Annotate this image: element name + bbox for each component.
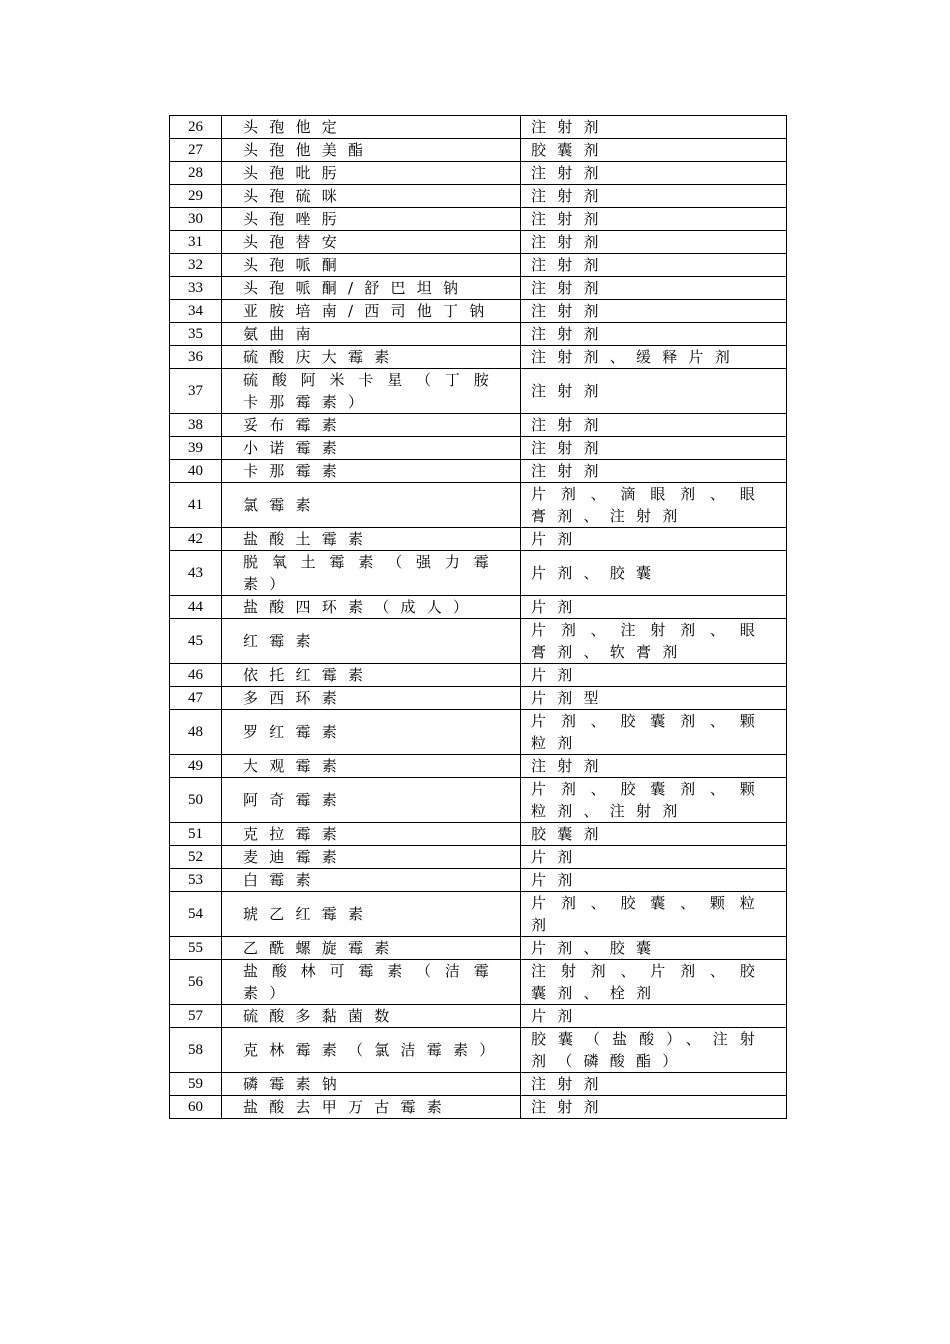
drug-name-cell: 硫酸庆大霉素: [222, 346, 521, 369]
drug-name-cell: 脱氧土霉素（强力霉素）: [222, 551, 521, 596]
row-number-cell: 35: [170, 323, 222, 346]
table-row: [170, 528, 787, 551]
drug-name-cell: 盐酸四环素（成人）: [222, 596, 521, 619]
table-row: [170, 823, 787, 846]
drug-name-cell: 妥布霉素: [222, 414, 521, 437]
table-row: [170, 960, 787, 1005]
row-number-cell: 50: [170, 778, 222, 823]
table-row: [170, 208, 787, 231]
row-number-cell: 56: [170, 960, 222, 1005]
row-number-cell: 59: [170, 1073, 222, 1096]
drug-list-page: [169, 115, 786, 1119]
row-number-cell: 47: [170, 687, 222, 710]
table-row: [170, 687, 787, 710]
drug-name-cell: 麦迪霉素: [222, 846, 521, 869]
dosage-form-cell: 片剂、胶囊、颗粒剂: [521, 892, 787, 937]
row-number-cell: 41: [170, 483, 222, 528]
table-row: [170, 300, 787, 323]
drug-name-cell: 阿奇霉素: [222, 778, 521, 823]
table-row: [170, 869, 787, 892]
table-row: [170, 483, 787, 528]
table-row: [170, 937, 787, 960]
dosage-form-cell: 片剂、滴眼剂、眼膏剂、注射剂: [521, 483, 787, 528]
dosage-form-cell: 注射剂: [521, 1096, 787, 1119]
drug-name-cell: 头孢哌酮/舒巴坦钠: [222, 277, 521, 300]
dosage-form-cell: 注射剂: [521, 755, 787, 778]
table-row: [170, 369, 787, 414]
row-number-cell: 57: [170, 1005, 222, 1028]
row-number-cell: 26: [170, 116, 222, 139]
dosage-form-cell: 注射剂: [521, 116, 787, 139]
drug-name-cell: 硫酸多黏菌数: [222, 1005, 521, 1028]
dosage-form-cell: 注射剂、缓释片剂: [521, 346, 787, 369]
dosage-form-cell: 注射剂: [521, 277, 787, 300]
dosage-form-cell: 片剂: [521, 528, 787, 551]
row-number-cell: 48: [170, 710, 222, 755]
dosage-form-cell: 注射剂: [521, 231, 787, 254]
drug-name-cell: 克拉霉素: [222, 823, 521, 846]
dosage-form-cell: 注射剂: [521, 208, 787, 231]
dosage-form-cell: 注射剂: [521, 460, 787, 483]
dosage-form-cell: 注射剂: [521, 437, 787, 460]
drug-name-cell: 硫酸阿米卡星（丁胺卡那霉素）: [222, 369, 521, 414]
row-number-cell: 32: [170, 254, 222, 277]
table-row: [170, 892, 787, 937]
row-number-cell: 37: [170, 369, 222, 414]
table-row: [170, 1028, 787, 1073]
row-number-cell: 51: [170, 823, 222, 846]
dosage-form-cell: 片剂、胶囊: [521, 937, 787, 960]
row-number-cell: 33: [170, 277, 222, 300]
dosage-form-cell: 注射剂: [521, 162, 787, 185]
drug-name-cell: 磷霉素钠: [222, 1073, 521, 1096]
row-number-cell: 28: [170, 162, 222, 185]
dosage-form-cell: 片剂: [521, 664, 787, 687]
drug-name-cell: 多西环素: [222, 687, 521, 710]
dosage-form-cell: 注射剂、片剂、胶囊剂、栓剂: [521, 960, 787, 1005]
drug-name-cell: 头孢硫咪: [222, 185, 521, 208]
drug-name-cell: 头孢吡肟: [222, 162, 521, 185]
dosage-form-cell: 片剂、胶囊剂、颗粒剂: [521, 710, 787, 755]
dosage-form-cell: 胶囊（盐酸）、注射剂（磷酸酯）: [521, 1028, 787, 1073]
dosage-form-cell: 胶囊剂: [521, 823, 787, 846]
drug-name-cell: 头孢哌酮: [222, 254, 521, 277]
table-row: [170, 414, 787, 437]
dosage-form-cell: 注射剂: [521, 323, 787, 346]
table-row: [170, 619, 787, 664]
table-row: [170, 231, 787, 254]
table-row: [170, 162, 787, 185]
row-number-cell: 34: [170, 300, 222, 323]
row-number-cell: 29: [170, 185, 222, 208]
table-row: [170, 1005, 787, 1028]
drug-table-body: [170, 116, 787, 1119]
drug-name-cell: 乙酰螺旋霉素: [222, 937, 521, 960]
dosage-form-cell: 注射剂: [521, 254, 787, 277]
drug-name-cell: 氨曲南: [222, 323, 521, 346]
drug-table: [169, 115, 787, 1119]
row-number-cell: 52: [170, 846, 222, 869]
drug-name-cell: 琥乙红霉素: [222, 892, 521, 937]
drug-name-cell: 克林霉素（氯洁霉素）: [222, 1028, 521, 1073]
table-row: [170, 139, 787, 162]
drug-name-cell: 红霉素: [222, 619, 521, 664]
row-number-cell: 43: [170, 551, 222, 596]
row-number-cell: 49: [170, 755, 222, 778]
dosage-form-cell: 片剂: [521, 596, 787, 619]
table-row: [170, 460, 787, 483]
table-row: [170, 277, 787, 300]
dosage-form-cell: 片剂: [521, 869, 787, 892]
row-number-cell: 46: [170, 664, 222, 687]
drug-name-cell: 罗红霉素: [222, 710, 521, 755]
drug-name-cell: 盐酸去甲万古霉素: [222, 1096, 521, 1119]
table-row: [170, 1096, 787, 1119]
table-row: [170, 596, 787, 619]
table-row: [170, 1073, 787, 1096]
table-row: [170, 346, 787, 369]
drug-name-cell: 头孢唑肟: [222, 208, 521, 231]
dosage-form-cell: 片剂、注射剂、眼膏剂、软膏剂: [521, 619, 787, 664]
drug-name-cell: 头孢替安: [222, 231, 521, 254]
row-number-cell: 58: [170, 1028, 222, 1073]
drug-name-cell: 大观霉素: [222, 755, 521, 778]
dosage-form-cell: 片剂: [521, 846, 787, 869]
dosage-form-cell: 注射剂: [521, 369, 787, 414]
drug-name-cell: 氯霉素: [222, 483, 521, 528]
drug-name-cell: 盐酸林可霉素（洁霉素）: [222, 960, 521, 1005]
row-number-cell: 54: [170, 892, 222, 937]
table-row: [170, 323, 787, 346]
table-row: [170, 185, 787, 208]
row-number-cell: 40: [170, 460, 222, 483]
dosage-form-cell: 片剂: [521, 1005, 787, 1028]
table-row: [170, 846, 787, 869]
row-number-cell: 30: [170, 208, 222, 231]
dosage-form-cell: 片剂、胶囊: [521, 551, 787, 596]
dosage-form-cell: 片剂、胶囊剂、颗粒剂、注射剂: [521, 778, 787, 823]
drug-name-cell: 白霉素: [222, 869, 521, 892]
table-row: [170, 437, 787, 460]
drug-name-cell: 头孢他定: [222, 116, 521, 139]
row-number-cell: 60: [170, 1096, 222, 1119]
drug-name-cell: 小诺霉素: [222, 437, 521, 460]
row-number-cell: 44: [170, 596, 222, 619]
row-number-cell: 45: [170, 619, 222, 664]
dosage-form-cell: 胶囊剂: [521, 139, 787, 162]
drug-name-cell: 亚胺培南/西司他丁钠: [222, 300, 521, 323]
dosage-form-cell: 注射剂: [521, 185, 787, 208]
row-number-cell: 53: [170, 869, 222, 892]
drug-name-cell: 依托红霉素: [222, 664, 521, 687]
row-number-cell: 39: [170, 437, 222, 460]
row-number-cell: 38: [170, 414, 222, 437]
dosage-form-cell: 注射剂: [521, 414, 787, 437]
table-row: [170, 116, 787, 139]
table-row: [170, 755, 787, 778]
row-number-cell: 27: [170, 139, 222, 162]
row-number-cell: 36: [170, 346, 222, 369]
drug-name-cell: 头孢他美酯: [222, 139, 521, 162]
drug-name-cell: 卡那霉素: [222, 460, 521, 483]
dosage-form-cell: 注射剂: [521, 300, 787, 323]
table-row: [170, 710, 787, 755]
drug-name-cell: 盐酸土霉素: [222, 528, 521, 551]
row-number-cell: 55: [170, 937, 222, 960]
table-row: [170, 254, 787, 277]
row-number-cell: 31: [170, 231, 222, 254]
dosage-form-cell: 注射剂: [521, 1073, 787, 1096]
table-row: [170, 551, 787, 596]
row-number-cell: 42: [170, 528, 222, 551]
dosage-form-cell: 片剂型: [521, 687, 787, 710]
table-row: [170, 778, 787, 823]
table-row: [170, 664, 787, 687]
